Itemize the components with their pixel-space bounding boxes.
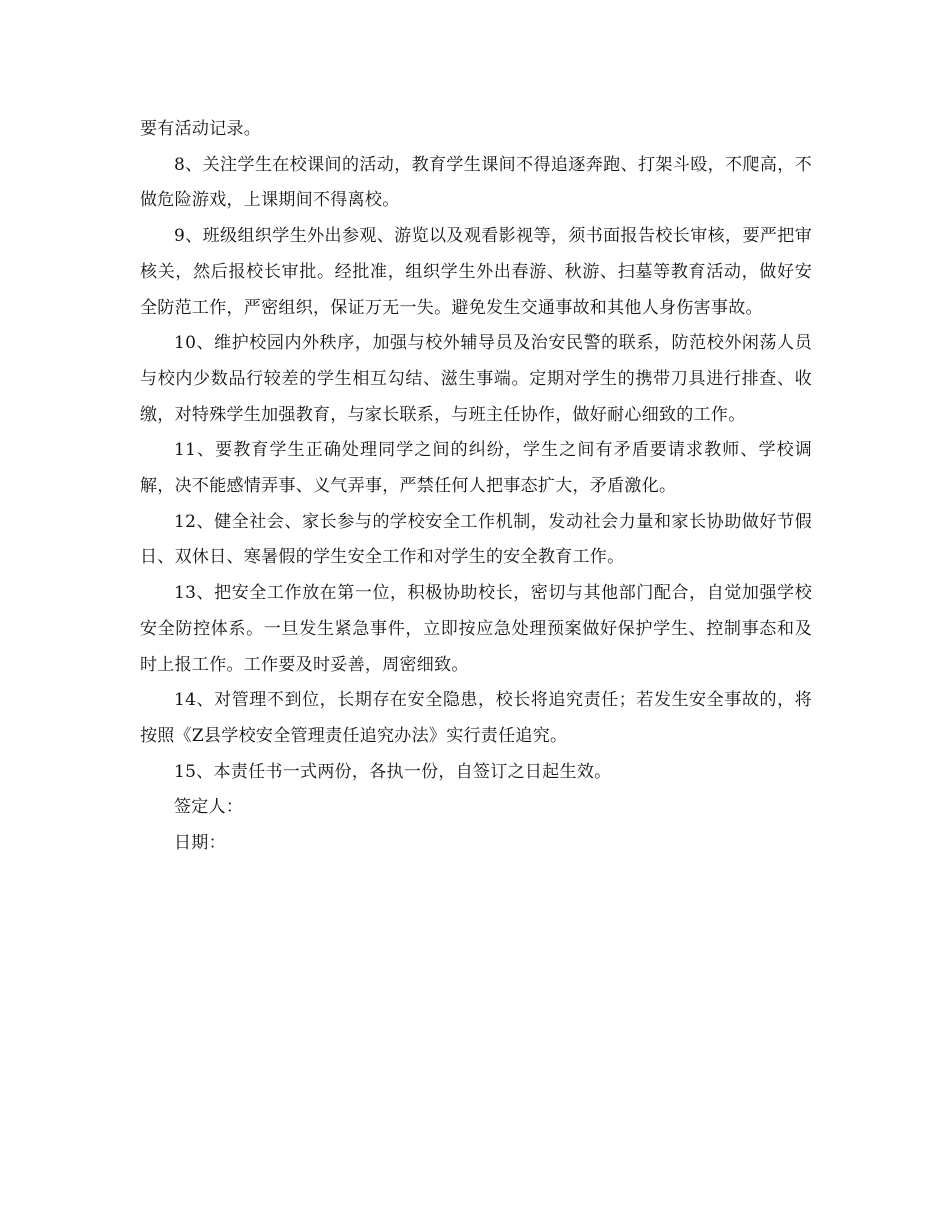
- paragraph-item-14: 14、对管理不到位，长期存在安全隐患，校长将追究责任；若发生安全事故的，将按照《Z县学校安全管理责任追究办法》实行责任追究。: [140, 690, 812, 746]
- paragraph-item-15: 15、本责任书一式两份，各执一份，自签订之日起生效。: [174, 761, 612, 782]
- paragraph-continuation: 要有活动记录。: [140, 119, 262, 139]
- document-body: [140, 112, 812, 862]
- paragraph-item-8: 8、关注学生在校课间的活动，教育学生课间不得追逐奔跑、打架斗殴，不爬高，不做危险游戏，上课期间不得离校。: [140, 154, 812, 211]
- paragraph-item-12: 12、健全社会、家长参与的学校安全工作机制，发动社会力量和家长协助做好节假日、双休日、寒暑假的学生安全工作和对学生的安全教育工作。: [140, 511, 812, 568]
- paragraph-item-11: 11、要教育学生正确处理同学之间的纠纷，学生之间有矛盾要请求教师、学校调解，决不能感情弄事、义气弄事，严禁任何人把事态扩大，矛盾激化。: [140, 440, 812, 497]
- paragraph-item-10: 10、维护校园内外秩序，加强与校外辅导员及治安民警的联系，防范校外闲荡人员与校内少数品行较差的学生相互勾结、滋生事端。定期对学生的携带刀具进行排查、收缴，对特殊学生加强教育，与家长联系，与班主任协作，做好耐心细致的工作。: [140, 333, 812, 425]
- signatory-label: 签定人：: [174, 797, 244, 818]
- paragraph-item-9: 9、班级组织学生外出参观、游览以及观看影视等，须书面报告校长审核，要严把审核关，然后报校长审批。经批准，组织学生外出春游、秋游、扫墓等教育活动，做好安全防范工作，严密组织，保证万无一失。避免发生交通事故和其他人身伤害事故。: [140, 226, 812, 318]
- paragraph-item-13: 13、把安全工作放在第一位，积极协助校长，密切与其他部门配合，自觉加强学校安全防控体系。一旦发生紧急事件，立即按应急处理预案做好保护学生、控制事态和及时上报工作。工作要及时妥善，周密细致。: [140, 583, 812, 675]
- date-label: 日期：: [174, 833, 226, 854]
